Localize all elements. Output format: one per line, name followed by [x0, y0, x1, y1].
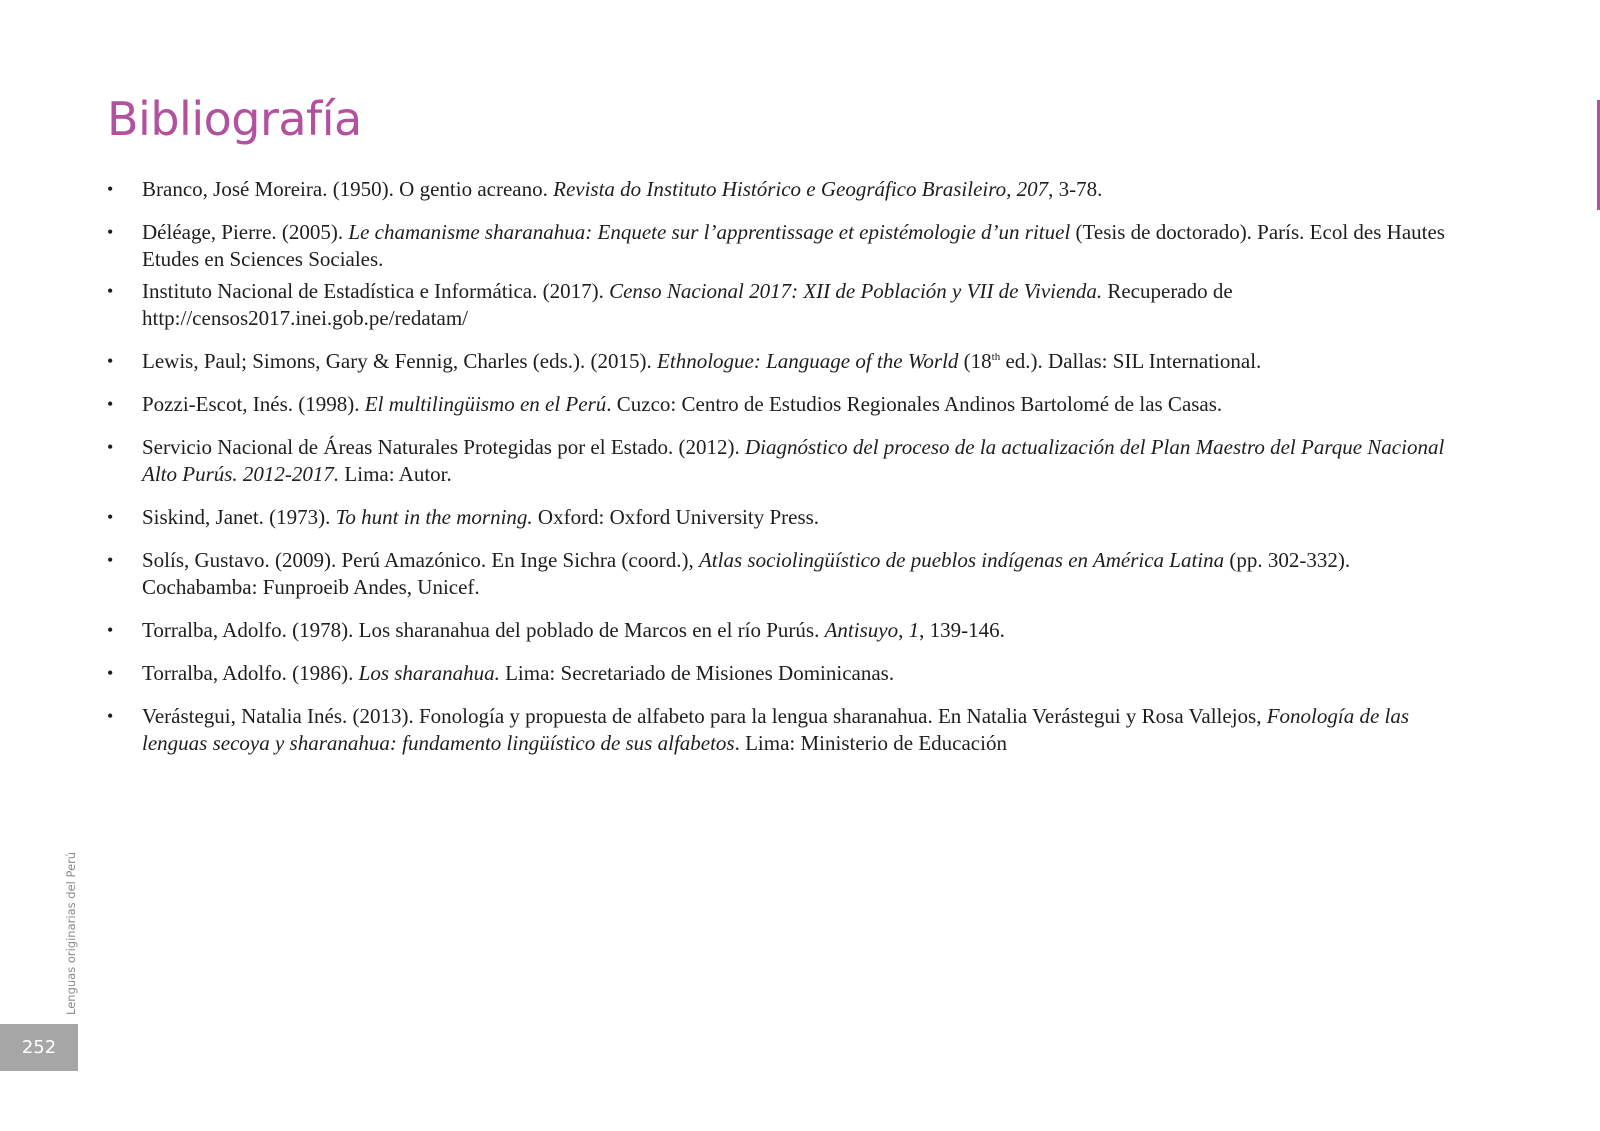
bibliography-entry	[107, 348, 1447, 375]
entry-text: Lima: Secretariado de Misiones Dominicanas.	[499, 661, 895, 685]
bibliography-entry	[107, 547, 1447, 601]
entry-text: . Lima: Ministerio de Educación	[734, 731, 1007, 755]
entry-text: Lima: Autor.	[339, 462, 452, 486]
entry-title-italic: Atlas sociolingüístico de pueblos indígenas en América Latina	[698, 548, 1225, 572]
entry-text: Lewis, Paul; Simons, Gary & Fennig, Charles (eds.). (2015).	[142, 349, 658, 373]
entry-text: (Tesis de doctorado). París. Ecol des Hautes Etudes en Sciences Sociales.	[142, 220, 1445, 271]
entry-title-italic: Le chamanisme sharanahua: Enquete sur l’apprentissage et epistémologie d’un rituel	[348, 220, 1071, 244]
entry-text: (pp. 302-332). Cochabamba: Funproeib Andes, Unicef.	[142, 548, 1351, 599]
entry-title-italic: El multilingüismo en el Perú	[364, 392, 607, 416]
entry-text: Verástegui, Natalia Inés. (2013). Fonología y propuesta de alfabeto para la lengua sharanahua. En Natalia Verástegui y Rosa Vallejos,	[142, 704, 1267, 728]
bibliography-entry	[107, 504, 1447, 531]
entry-text: Servicio Nacional de Áreas Naturales Protegidas por el Estado. (2012).	[142, 435, 745, 459]
entry-title-italic: 1	[908, 618, 920, 642]
entry-text: Siskind, Janet. (1973).	[142, 505, 336, 529]
entry-title-italic: Los sharanahua.	[358, 661, 500, 685]
entry-text: Branco, José Moreira. (1950). O gentio acreano.	[142, 177, 554, 201]
entry-text: Oxford: Oxford University Press.	[532, 505, 820, 529]
bibliography-entry	[107, 703, 1447, 757]
bibliography-entry	[107, 176, 1447, 203]
page-number: 252	[0, 1024, 78, 1071]
entry-text: Instituto Nacional de Estadística e Informática. (2017).	[142, 279, 610, 303]
entry-text: , 139-146.	[919, 618, 1005, 642]
bibliography-list	[107, 176, 1447, 773]
running-footer-label: Lenguas originarias del Perú	[64, 851, 78, 1015]
entry-title-italic: Censo Nacional 2017: XII de Población y VII de Vivienda.	[609, 279, 1103, 303]
bibliography-entry	[107, 617, 1447, 644]
entry-text: Déléage, Pierre. (2005).	[142, 220, 349, 244]
entry-title-italic: Fonología de las lenguas secoya y sharanahua: fundamento lingüístico de sus alfabetos	[142, 704, 1410, 755]
entry-title-italic: Diagnóstico del proceso de la actualización del Plan Maestro del Parque Nacional Alto Purús. 2012-2017.	[142, 435, 1445, 486]
entry-text: ed.). Dallas: SIL International.	[1000, 349, 1262, 373]
entry-text: (18	[958, 349, 992, 373]
bibliography-entry	[107, 278, 1447, 332]
entry-text: ,	[898, 618, 909, 642]
entry-text: , 3-78.	[1048, 177, 1103, 201]
bibliography-entry	[107, 219, 1447, 273]
bibliography-entry	[107, 434, 1447, 488]
entry-title-italic: To hunt in the morning.	[335, 505, 533, 529]
bibliography-entry	[107, 391, 1447, 418]
entry-text: Torralba, Adolfo. (1978). Los sharanahua del poblado de Marcos en el río Purús.	[142, 618, 825, 642]
entry-text: . Cuzco: Centro de Estudios Regionales Andinos Bartolomé de las Casas.	[606, 392, 1223, 416]
entry-text: Solís, Gustavo. (2009). Perú Amazónico. En Inge Sichra (coord.),	[142, 548, 699, 572]
bibliography-entry	[107, 660, 1447, 687]
entry-text: Torralba, Adolfo. (1986).	[142, 661, 359, 685]
entry-title-italic: Antisuyo	[824, 618, 899, 642]
entry-text: Pozzi-Escot, Inés. (1998).	[142, 392, 365, 416]
page-title: Bibliografía	[107, 92, 362, 146]
entry-title-italic: Revista do Instituto Histórico e Geográfico Brasileiro, 207	[553, 177, 1049, 201]
entry-text: Recuperado de http://censos2017.inei.gob.pe/redatam/	[142, 279, 1233, 330]
entry-title-italic: Ethnologue: Language of the World	[657, 349, 959, 373]
entry-superscript: th	[991, 351, 1001, 363]
